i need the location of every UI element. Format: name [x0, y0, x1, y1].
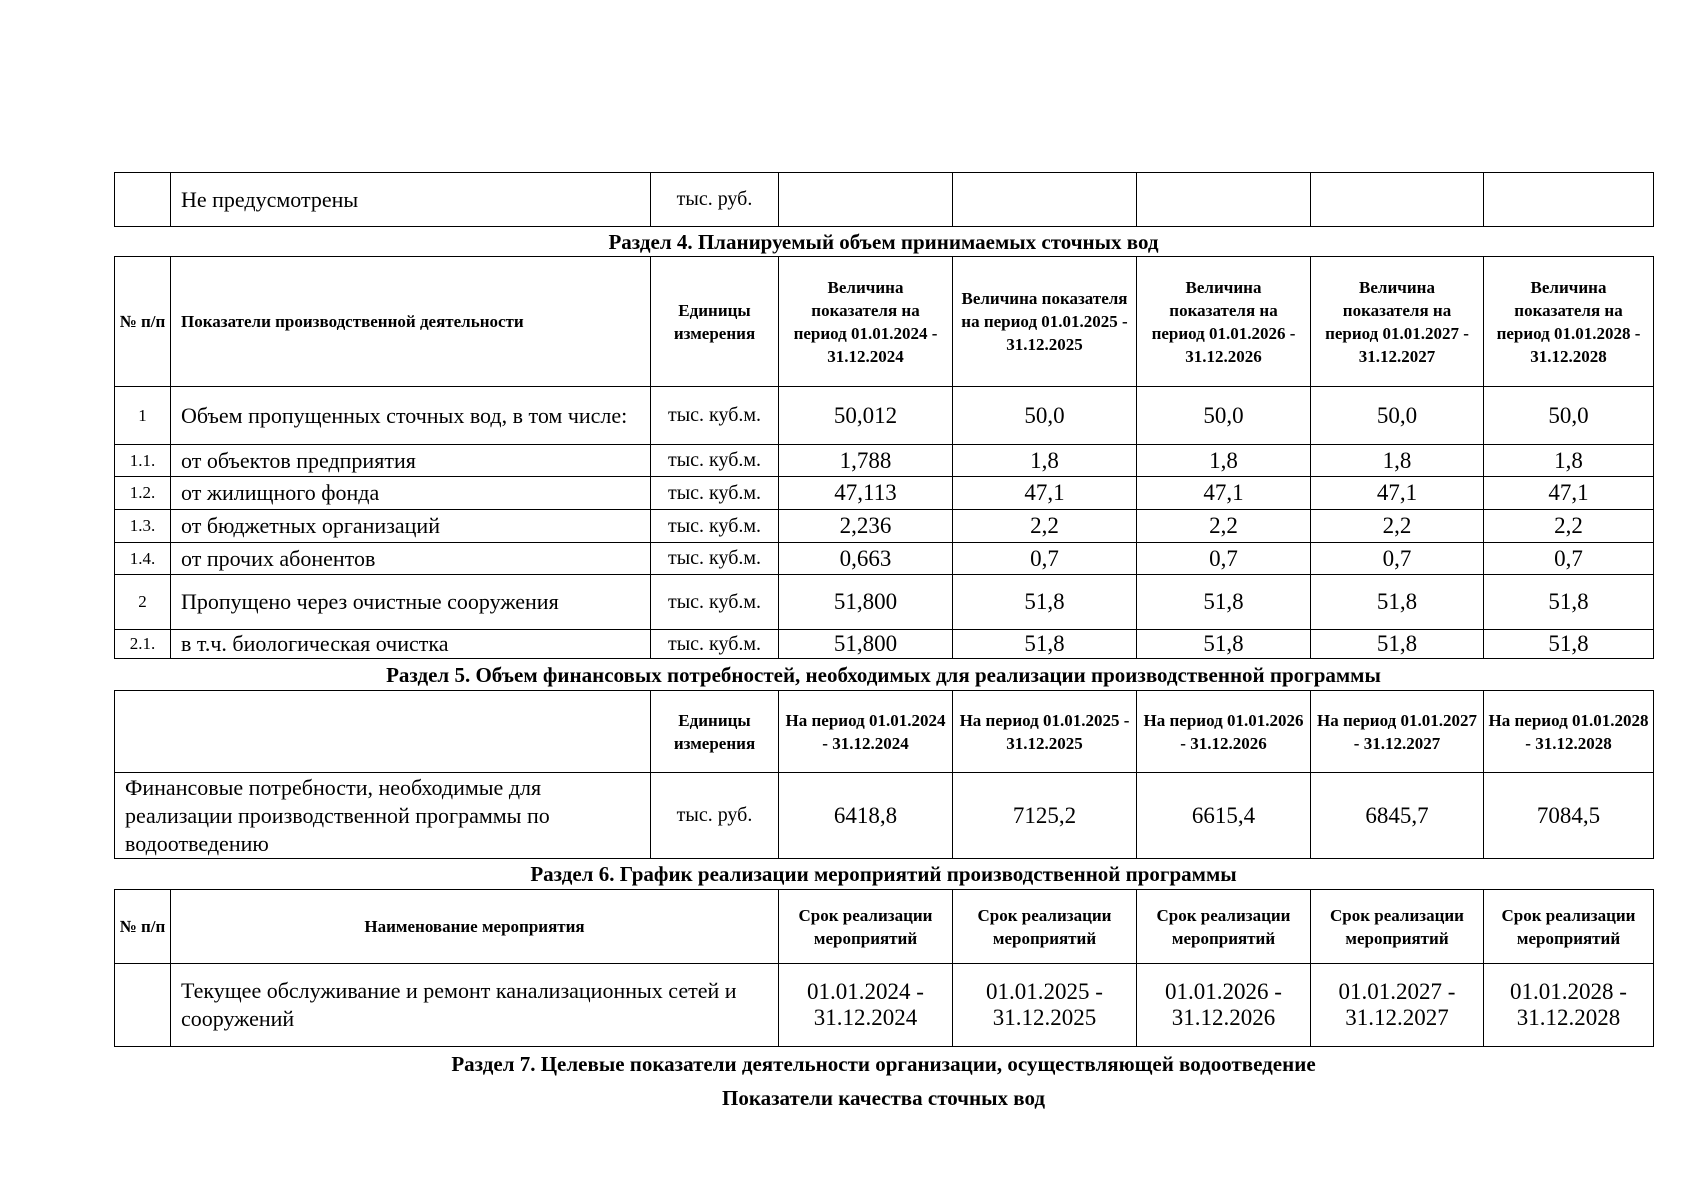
- cell-unit: тыс. куб.м.: [651, 445, 779, 477]
- cell-value: 47,113: [779, 477, 953, 510]
- header-name: Наименование мероприятия: [171, 890, 779, 964]
- cell-name: Финансовые потребности, необходимые для реализации производственной программы по водоотведению: [115, 773, 651, 859]
- table-row: [115, 510, 1654, 543]
- header-term: Срок реализации мероприятий: [953, 890, 1137, 964]
- cell-value: 0,7: [1137, 543, 1311, 575]
- cell-value: 47,1: [1484, 477, 1654, 510]
- cell-value: 50,0: [1484, 387, 1654, 445]
- cell-value: 51,8: [1137, 630, 1311, 659]
- header-num: № п/п: [115, 890, 171, 964]
- header-indicator: Показатели производственной деятельности: [171, 257, 651, 387]
- header-period: Величина показателя на период 01.01.2027 - 31.12.2027: [1311, 257, 1484, 387]
- header-period: Величина показателя на период 01.01.2024 - 31.12.2024: [779, 257, 953, 387]
- cell-value: 50,0: [953, 387, 1137, 445]
- table-header-row: [115, 257, 1654, 387]
- cell-name: от прочих абонентов: [171, 543, 651, 575]
- cell-value: 7125,2: [953, 773, 1137, 859]
- cell-value: 1,8: [953, 445, 1137, 477]
- table-row: [115, 173, 1654, 227]
- table-continuation: [114, 172, 1654, 227]
- table-row: [115, 477, 1654, 510]
- cell-unit: тыс. куб.м.: [651, 387, 779, 445]
- cell-value: 51,8: [1484, 575, 1654, 630]
- header-term: Срок реализации мероприятий: [779, 890, 953, 964]
- header-period: На период 01.01.2026 - 31.12.2026: [1137, 691, 1311, 773]
- cell-value: 6418,8: [779, 773, 953, 859]
- cell-num: 1: [115, 387, 171, 445]
- cell-name: Пропущено через очистные сооружения: [171, 575, 651, 630]
- cell-unit: тыс. куб.м.: [651, 575, 779, 630]
- cell-num: 2.1.: [115, 630, 171, 659]
- cell-value: 1,788: [779, 445, 953, 477]
- cell-unit: тыс. руб.: [651, 773, 779, 859]
- section4-title: Раздел 4. Планируемый объем принимаемых сточных вод: [608, 230, 1159, 254]
- cell-value: 2,236: [779, 510, 953, 543]
- cell-value: 7084,5: [1484, 773, 1654, 859]
- section5-title: Раздел 5. Объем финансовых потребностей, необходимых для реализации производственной программы: [386, 663, 1381, 687]
- header-period: На период 01.01.2024 - 31.12.2024: [779, 691, 953, 773]
- cell-value: [1137, 173, 1311, 227]
- table-row: [115, 387, 1654, 445]
- header-period: На период 01.01.2025 - 31.12.2025: [953, 691, 1137, 773]
- cell-value: 50,0: [1137, 387, 1311, 445]
- header-num: № п/п: [115, 257, 171, 387]
- cell-value: 1,8: [1137, 445, 1311, 477]
- cell-num: 1.3.: [115, 510, 171, 543]
- cell-unit: тыс. куб.м.: [651, 630, 779, 659]
- cell-num: 1.4.: [115, 543, 171, 575]
- cell-num: 1.2.: [115, 477, 171, 510]
- cell-value: [953, 173, 1137, 227]
- cell-term: 01.01.2027 - 31.12.2027: [1311, 964, 1484, 1047]
- header-period: Величина показателя на период 01.01.2025 - 31.12.2025: [953, 257, 1137, 387]
- cell-value: 51,8: [1137, 575, 1311, 630]
- cell-name: в т.ч. биологическая очистка: [171, 630, 651, 659]
- header-period: На период 01.01.2028 - 31.12.2028: [1484, 691, 1654, 773]
- section7-subtitle: Показатели качества сточных вод: [722, 1086, 1045, 1110]
- cell-term: 01.01.2028 - 31.12.2028: [1484, 964, 1654, 1047]
- cell-value: 51,800: [779, 630, 953, 659]
- cell-value: 0,7: [953, 543, 1137, 575]
- cell-unit: тыс. руб.: [651, 173, 779, 227]
- cell-value: 51,8: [1311, 575, 1484, 630]
- cell-value: 47,1: [1137, 477, 1311, 510]
- cell-value: 2,2: [1311, 510, 1484, 543]
- cell-value: [779, 173, 953, 227]
- cell-name: от объектов предприятия: [171, 445, 651, 477]
- cell-value: [1484, 173, 1654, 227]
- table-row: [115, 543, 1654, 575]
- cell-value: 6845,7: [1311, 773, 1484, 859]
- header-unit: Единицы измерения: [651, 691, 779, 773]
- cell-value: 51,8: [1484, 630, 1654, 659]
- cell-num: [115, 964, 171, 1047]
- table-row: [115, 630, 1654, 659]
- cell-value: 1,8: [1311, 445, 1484, 477]
- cell-num: 2: [115, 575, 171, 630]
- cell-unit: тыс. куб.м.: [651, 510, 779, 543]
- cell-value: 2,2: [1484, 510, 1654, 543]
- cell-value: 51,8: [953, 630, 1137, 659]
- cell-value: 50,012: [779, 387, 953, 445]
- header-period: Величина показателя на период 01.01.2028 - 31.12.2028: [1484, 257, 1654, 387]
- cell-term: 01.01.2024 - 31.12.2024: [779, 964, 953, 1047]
- cell-unit: тыс. куб.м.: [651, 477, 779, 510]
- cell-name: Объем пропущенных сточных вод, в том числе:: [171, 387, 651, 445]
- header-unit: Единицы измерения: [651, 257, 779, 387]
- cell-name: от жилищного фонда: [171, 477, 651, 510]
- header-empty: [115, 691, 651, 773]
- header-period: На период 01.01.2027 - 31.12.2027: [1311, 691, 1484, 773]
- cell-value: 51,8: [1311, 630, 1484, 659]
- cell-value: 0,7: [1311, 543, 1484, 575]
- cell-value: 50,0: [1311, 387, 1484, 445]
- cell-value: 2,2: [1137, 510, 1311, 543]
- cell-value: [1311, 173, 1484, 227]
- header-period: Величина показателя на период 01.01.2026 - 31.12.2026: [1137, 257, 1311, 387]
- table-row: [115, 575, 1654, 630]
- table-row: [115, 445, 1654, 477]
- cell-term: 01.01.2025 - 31.12.2025: [953, 964, 1137, 1047]
- cell-value: 6615,4: [1137, 773, 1311, 859]
- cell-value: 0,663: [779, 543, 953, 575]
- cell-num: [115, 173, 171, 227]
- table-row: [115, 964, 1654, 1047]
- cell-name: от бюджетных организаций: [171, 510, 651, 543]
- cell-value: 1,8: [1484, 445, 1654, 477]
- cell-unit: тыс. куб.м.: [651, 543, 779, 575]
- cell-value: 47,1: [1311, 477, 1484, 510]
- header-term: Срок реализации мероприятий: [1137, 890, 1311, 964]
- cell-name: Не предусмотрены: [171, 173, 651, 227]
- cell-value: 47,1: [953, 477, 1137, 510]
- section6-title: Раздел 6. График реализации мероприятий производственной программы: [530, 862, 1237, 886]
- table-header-row: [115, 691, 1654, 773]
- table-header-row: [115, 890, 1654, 964]
- cell-num: 1.1.: [115, 445, 171, 477]
- header-term: Срок реализации мероприятий: [1311, 890, 1484, 964]
- cell-name: Текущее обслуживание и ремонт канализационных сетей и сооружений: [171, 964, 779, 1047]
- cell-value: 51,8: [953, 575, 1137, 630]
- table-section5: [114, 690, 1654, 859]
- cell-value: 51,800: [779, 575, 953, 630]
- cell-value: 0,7: [1484, 543, 1654, 575]
- table-section4: [114, 256, 1654, 659]
- header-term: Срок реализации мероприятий: [1484, 890, 1654, 964]
- table-row: [115, 773, 1654, 859]
- cell-value: 2,2: [953, 510, 1137, 543]
- section7-title: Раздел 7. Целевые показатели деятельности организации, осуществляющей водоотведение: [451, 1052, 1316, 1076]
- table-section6: [114, 889, 1654, 1047]
- cell-term: 01.01.2026 - 31.12.2026: [1137, 964, 1311, 1047]
